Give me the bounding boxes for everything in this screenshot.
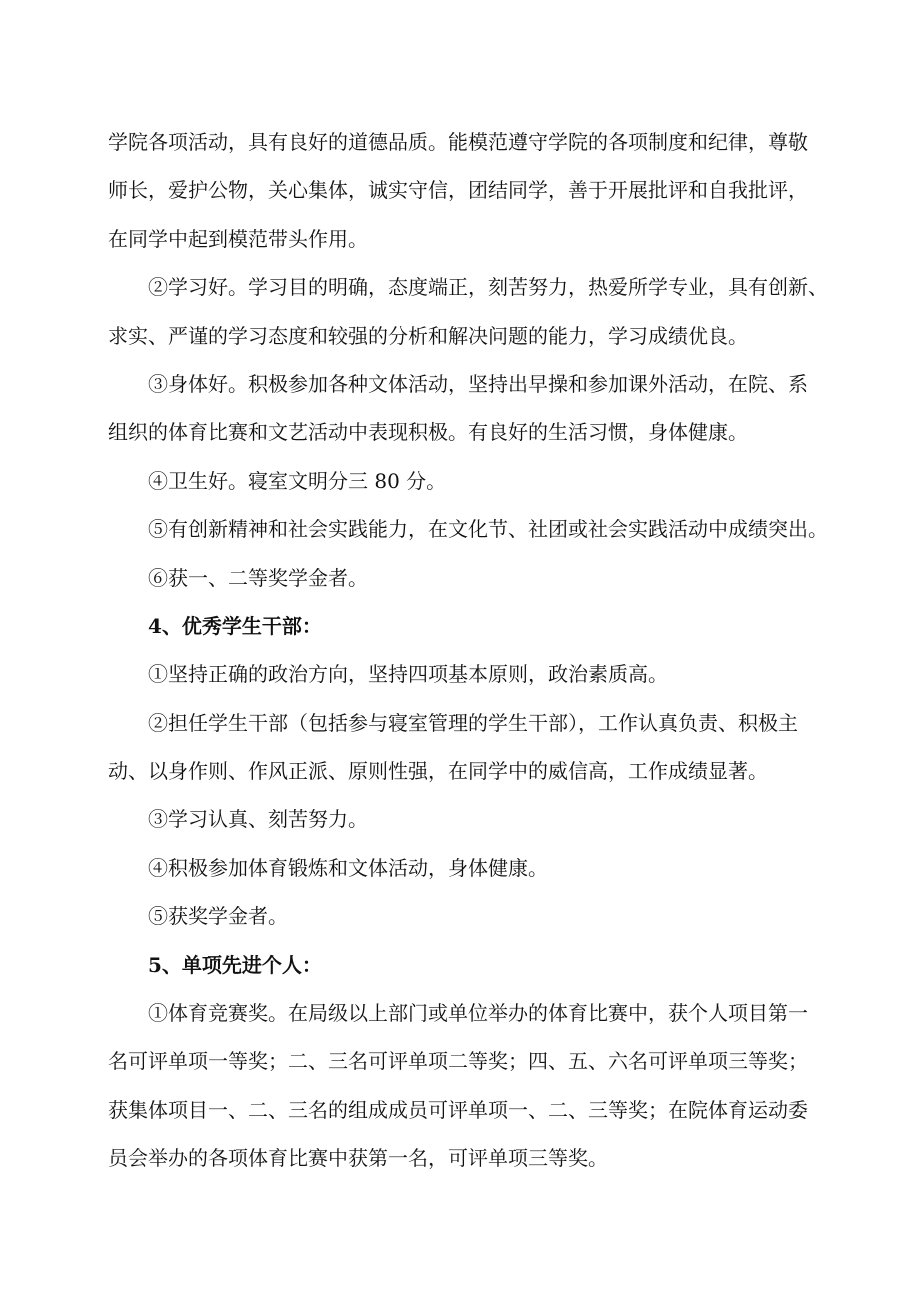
paragraph bbox=[108, 457, 848, 505]
text-line: ②学习好。学习目的明确，态度端正，刻苦努力，热爱所学专业，具有创新、 bbox=[148, 275, 828, 300]
paragraph bbox=[108, 263, 848, 360]
section-heading bbox=[108, 941, 848, 989]
paragraph bbox=[108, 844, 848, 892]
text-line: ③身体好。积极参加各种文体活动，坚持出早操和参加课外活动，在院、系 bbox=[148, 371, 808, 396]
paragraph bbox=[108, 554, 848, 602]
text-line: 获集体项目一、二、三名的组成成员可评单项一、二、三等奖；在院体育运动委 bbox=[108, 1097, 808, 1122]
section-heading-text: 4、优秀学生干部： bbox=[148, 613, 322, 638]
text-line: 在同学中起到模范带头作用。 bbox=[108, 226, 368, 251]
text-line: 名可评单项一等奖；二、三名可评单项二等奖；四、五、六名可评单项三等奖； bbox=[108, 1049, 808, 1074]
paragraph bbox=[108, 795, 848, 843]
text-line: 师长，爱护公物，关心集体，诚实守信，团结同学，善于开展批评和自我批评， bbox=[108, 178, 808, 203]
text-line: ②担任学生干部（包括参与寝室管理的学生干部），工作认真负责、积极主 bbox=[148, 710, 798, 735]
paragraph bbox=[108, 118, 848, 263]
paragraph bbox=[108, 892, 848, 940]
document-page bbox=[108, 118, 848, 1183]
text-line: ①坚持正确的政治方向，坚持四项基本原则，政治素质高。 bbox=[148, 662, 668, 687]
paragraph bbox=[108, 360, 848, 457]
text-line: ③学习认真、刻苦努力。 bbox=[148, 807, 368, 832]
paragraph bbox=[108, 989, 848, 1183]
text-line: ④积极参加体育锻炼和文体活动，身体健康。 bbox=[148, 855, 548, 880]
text-line: 员会举办的各项体育比赛中获第一名，可评单项三等奖。 bbox=[108, 1146, 608, 1171]
paragraph bbox=[108, 699, 848, 796]
text-line: 求实、严谨的学习态度和较强的分析和解决问题的能力，学习成绩优良。 bbox=[108, 323, 748, 348]
paragraph bbox=[108, 650, 848, 698]
text-line: ⑤有创新精神和社会实践能力，在文化节、社团或社会实践活动中成绩突出。 bbox=[148, 517, 828, 542]
section-heading-text: 5、单项先进个人： bbox=[148, 952, 322, 977]
text-line: ①体育竞赛奖。在局级以上部门或单位举办的体育比赛中，获个人项目第一 bbox=[148, 1001, 808, 1026]
text-line: ⑥获一、二等奖学金者。 bbox=[148, 565, 368, 590]
text-line: ⑤获奖学金者。 bbox=[148, 904, 288, 929]
section-heading bbox=[108, 602, 848, 650]
text-line: 组织的体育比赛和文艺活动中表现积极。有良好的生活习惯，身体健康。 bbox=[108, 420, 748, 445]
text-line: 学院各项活动，具有良好的道德品质。能模范遵守学院的各项制度和纪律，尊敬 bbox=[108, 130, 808, 154]
paragraph bbox=[108, 505, 848, 553]
text-line: 动、以身作则、作风正派、原则性强，在同学中的威信高，工作成绩显著。 bbox=[108, 759, 768, 784]
text-line: ④卫生好。寝室文明分三 80 分。 bbox=[148, 468, 447, 493]
